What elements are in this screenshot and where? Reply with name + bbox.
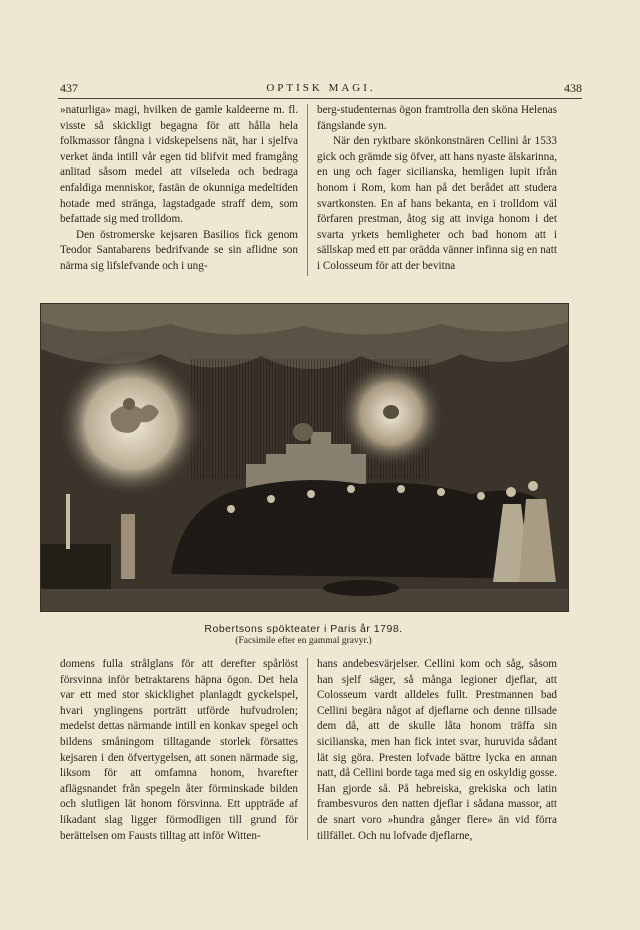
column-bottom-right [317, 657, 557, 844]
column-top-right [317, 103, 557, 275]
column-divider [307, 104, 308, 276]
column-bottom-left [60, 657, 298, 844]
paragraph: När den ryktbare skönkonstnären Cellini år 1533 gick och grämde sig öfver, att hans nyaste älskarinna, en ung och fager sicilianska, hemligen lupit ifrån honom i Rom, kom han på det berådet att studera svartkonsten. En af hans bekanta, en i trolldom väl förfaren prestman, åtog sig att inviga honom i det svarta yrkets hemligheter och bad honom att i sällskap med ett par orädda vänner infinna sig en natt i Colosseum för att der bevitna [317, 135, 557, 272]
paragraph: hans andebesvärjelser. Cellini kom och såg, såsom han sjelf säger, så många legioner djeflar, att Colosseum vardt alldeles fullt. Prestmannen bad Cellini begära något af djeflarne och denne tillsade dem då, att de skulle låta honom träffa sin sicilianska, men han fick intet svar, huruvida sådant lät sig göra. Presten lofvade bättre lycka en annan natt, då Cellini borde taga med sig en oskyldig gosse. Han gjorde så. På hebreiska, grekiska och latin frambesvuros den natten djeflar i sådana massor, att de snart voro »hundra gånger flere» än vid förra tillfället. Och nu lofvade djeflarne, [317, 658, 557, 842]
paragraph: Den östromerske kejsaren Basilios fick genom Teodor Santabarens bedrifvande se sin aflidne son närma sig lifslefvande och i ung- [60, 228, 298, 272]
figure-subcaption: (Facsimile efter en gammal gravyr.) [235, 636, 372, 646]
column-top-left [60, 103, 298, 275]
paragraph: berg-studenternas ögon framtrolla den sköna Helenas fängslande syn. [317, 104, 557, 132]
header-rule [58, 98, 582, 99]
column-divider [307, 658, 308, 840]
engraving-illustration [40, 303, 569, 612]
page-number-left: 437 [60, 81, 78, 95]
paragraph: domens fulla strålglans för att derefter spårlöst försvinna inför betraktarens häpna ögon. Det hela var ett med stor skicklighet planlagdt gyckelspel, hvari ynglingens porträtt utförde hufvudrolen; medelst dettas närmande intill en konkav spegel och bildens småningom tilltagande storlek försattes kejsaren i den öfvertygelsen, att sonen närmade sig, liksom för att omfamna honom, hvarefter aflägsnandet från spegeln åter förminskade bilden och slutligen lät honom försvinna. Ett uppträde af likadant slag ligger förmodligen till grund för berättelsen om Fausts tilltag att inför Witten- [60, 658, 298, 842]
page-header [60, 81, 582, 97]
paragraph: »naturliga» magi, hvilken de gamle kaldeerne m. fl. visste så skickligt begagna för att hålla hela folkmassor fångna i vidskepelsens nät, har i sjelfva verket ända intill vår egen tid blifvit med framgång anlitad såsom medel att vilseleda och bedraga enfaldiga menniskor, fastän de okunniga medeltiden hotade med stränga, lagstadgade straff dem, som befattade sig med trolldom. [60, 104, 298, 226]
figure-caption: Robertsons spökteater i Paris år 1798. [204, 623, 403, 635]
page-number-right: 438 [564, 81, 582, 95]
running-title: OPTISK MAGI. [266, 82, 376, 94]
